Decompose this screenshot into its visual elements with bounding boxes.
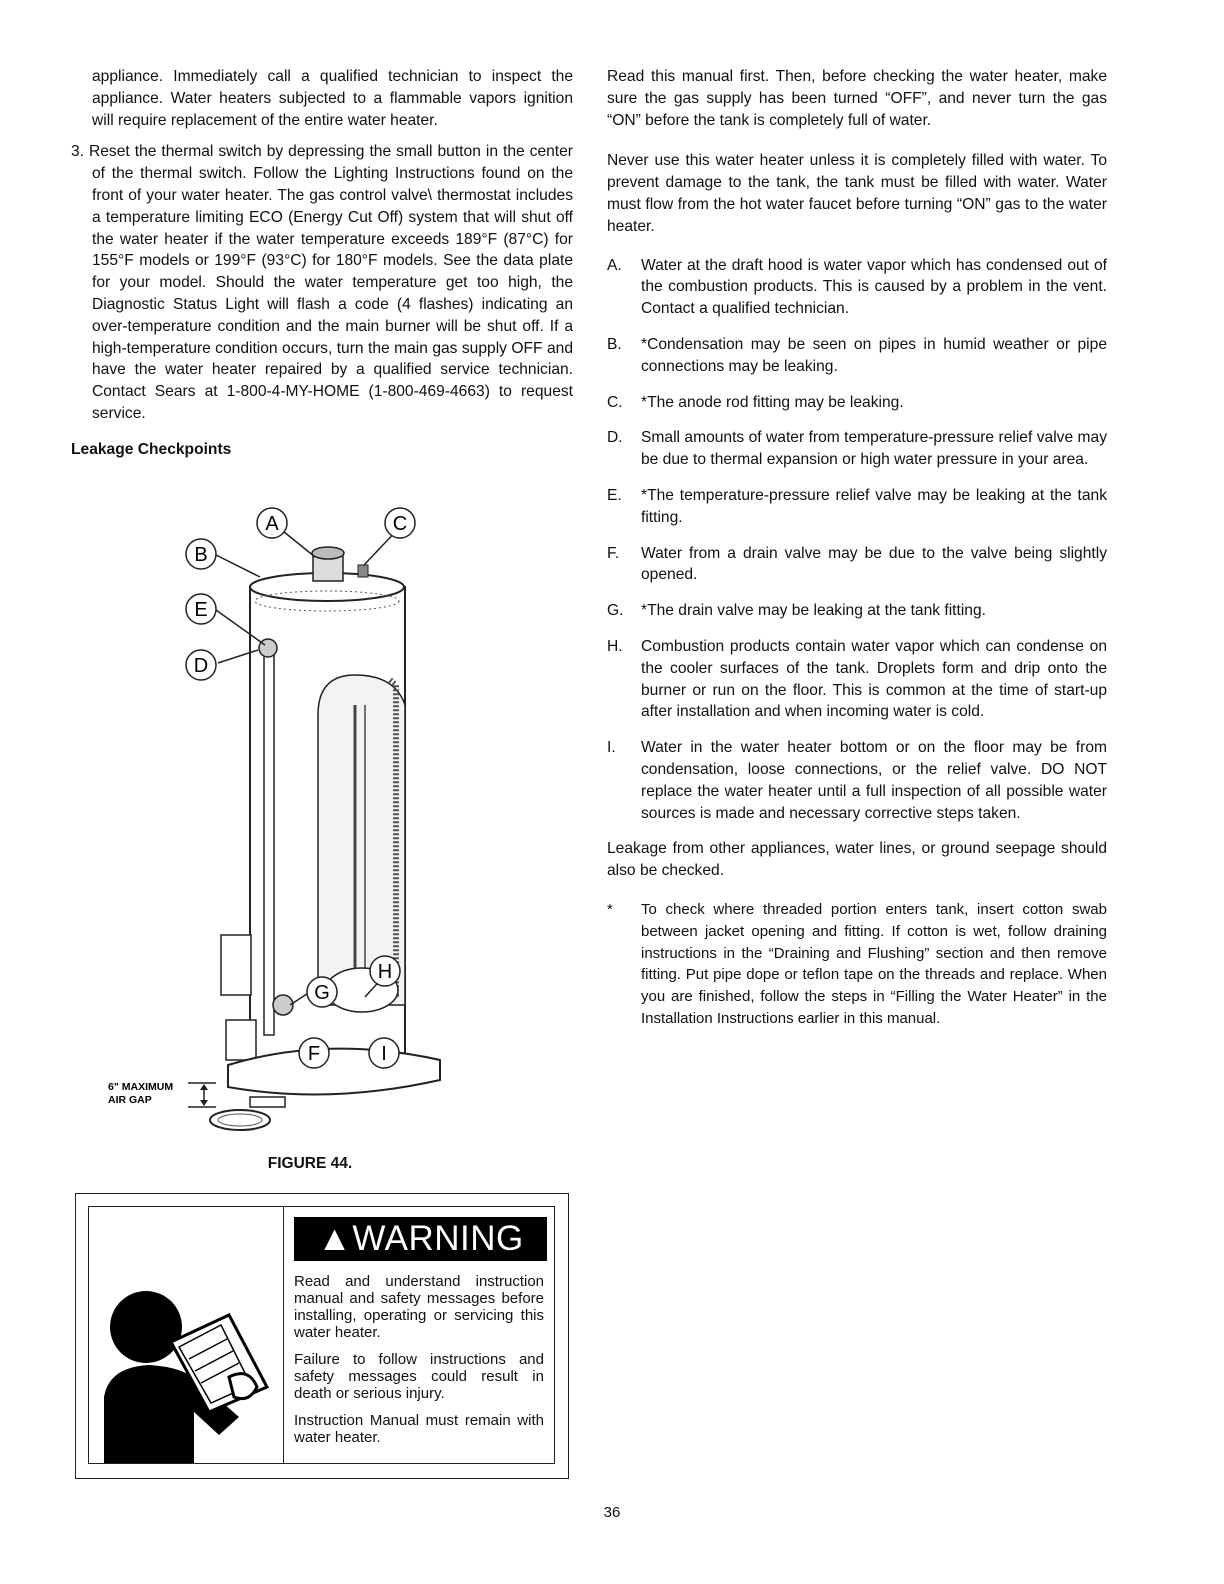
callout-a (257, 508, 287, 538)
warning-paragraph-3: Instruction Manual must remain with water heater. (294, 1412, 544, 1446)
callout-i (369, 1038, 399, 1068)
footnote-text: To check where threaded portion enters tank, insert cotton swab between jacket opening and fitting. If cotton is wet, follow draining instructions in the “Draining and Flushing” section and then remove fitting. Put pipe dope or teflon tape on the threads and replace. When you are finished, follow the steps in “Filling the Water Heater” in the Installation Instructions earlier in this manual. (641, 900, 1107, 1027)
warning-header (294, 1217, 547, 1261)
air-gap-label-2: AIR GAP (108, 1094, 152, 1106)
leak-item-letter: F. (607, 544, 620, 562)
leak-item (607, 334, 1107, 378)
right-column (607, 66, 1107, 1030)
leak-item (607, 543, 1107, 587)
callout-letter: A (265, 513, 279, 535)
footnote-mark: * (607, 900, 613, 918)
leak-item-text: *The drain valve may be leaking at the tank fitting. (641, 602, 986, 620)
warning-inner (88, 1206, 555, 1464)
leak-item-letter: I. (607, 739, 616, 757)
leak-item-text: *The anode rod fitting may be leaking. (641, 393, 904, 411)
callout-letter: G (314, 982, 330, 1004)
callout-letter: D (193, 655, 209, 677)
left-column (71, 66, 573, 461)
callout-d (186, 650, 216, 680)
callout-f (299, 1038, 329, 1068)
callout-g (307, 977, 337, 1007)
callout-letter: I (381, 1043, 387, 1065)
warning-title: WARNING (352, 1219, 524, 1258)
callout-b (186, 539, 216, 569)
leak-item (607, 427, 1107, 471)
leak-item-text: Small amounts of water from temperature-pressure relief valve may be due to thermal expansion or high water pressure in your area. (641, 429, 1107, 469)
callout-e (186, 594, 216, 624)
leak-item-text: Water from a drain valve may be due to the valve being slightly opened. (641, 544, 1107, 584)
callout-letter: H (377, 961, 393, 983)
callout-c (385, 508, 415, 538)
leak-item (607, 255, 1107, 320)
leak-item-letter: G. (607, 602, 624, 620)
callout-letter: B (194, 544, 208, 566)
callout-letter: C (392, 513, 408, 535)
warning-paragraph-2: Failure to follow instructions and safety messages could result in death or serious injury. (294, 1351, 544, 1402)
leak-item-text: Water at the draft hood is water vapor which has condensed out of the combustion products. This is caused by a problem in the vent. Contact a qualified technician. (641, 256, 1107, 318)
warning-paragraph-1: Read and understand instruction manual and safety messages before installing, operating or servicing this water heater. (294, 1273, 544, 1341)
leak-item (607, 636, 1107, 723)
leak-item-text: Water in the water heater bottom or on the floor may be from condensation, loose connections, or the relief valve. DO NOT replace the water heater until a full inspection of all possible water sources is made and necessary corrective steps taken. (641, 739, 1107, 822)
step-3-paragraph: 3. Reset the thermal switch by depressing the small button in the center of the thermal switch. Follow the Lighting Instructions found on the front of your water heater. The gas control valve\ thermostat includes a temperature limiting ECO (Energy Cut Off) system that will shut off the water heater if the water temperature exceeds 189°F (87°C) for 155°F models or 199°F (93°C) for 180°F models. See the data plate for your model. Should the water temperature get too high, the Diagnostic Status Light will flash a code (4 flashes) indicating an over-temperature condition and the main burner will be shut off. If a high-temperature condition occurs, turn the main gas supply OFF and have the water heater repaired by a qualified service technician. Contact Sears at 1-800-4-MY-HOME (1-800-469-4663) to request service. (71, 143, 573, 422)
warning-triangle-icon: ▲ (317, 1219, 353, 1258)
continued-paragraph: appliance. Immediately call a qualified technician to inspect the appliance. Water heaters subjected to a flammable vapors ignition will require replacement of the entire water heater. (92, 68, 573, 129)
intro-paragraph-1: Read this manual first. Then, before checking the water heater, make sure the gas supply has been turned “OFF”, and never turn the gas “ON” before the tank is completely full of water. (607, 68, 1107, 129)
leak-item-text: Combustion products contain water vapor which can condense on the cooler surfaces of the tank. Droplets form and drip onto the burner or run on the floor. This is common at the time of start-up after installation and when incoming water is cold. (641, 637, 1107, 721)
leak-item-letter: H. (607, 637, 623, 655)
figure-caption: FIGURE 44. (267, 1155, 353, 1172)
leak-item (607, 392, 1107, 414)
leak-item-letter: A. (607, 256, 622, 274)
leak-item-text: *The temperature-pressure relief valve may be leaking at the tank fitting. (641, 486, 1107, 526)
leakage-checkpoints-heading: Leakage Checkpoints (71, 440, 232, 458)
water-heater-figure (100, 505, 480, 1145)
leak-item-text: *Condensation may be seen on pipes in humid weather or pipe connections may be leaking. (641, 335, 1107, 375)
intro-paragraph-2: Never use this water heater unless it is completely filled with water. To prevent damage to the tank, the tank must be filled with water. Water must flow from the hot water faucet before turning “ON” gas to the water heater. (607, 152, 1107, 235)
leak-item (607, 485, 1107, 529)
leak-item (607, 737, 1107, 824)
leak-item-letter: D. (607, 429, 623, 447)
leak-item (607, 600, 1107, 622)
person-reading-manual-icon (89, 1207, 284, 1463)
leak-item-list (607, 255, 1107, 825)
callout-letter: F (307, 1043, 321, 1065)
leak-item-letter: C. (607, 393, 623, 411)
callout-h (370, 956, 400, 986)
other-sources-paragraph: Leakage from other appliances, water lines, or ground seepage should also be checked. (607, 840, 1107, 880)
leak-item-letter: E. (607, 486, 622, 504)
warning-box (75, 1193, 569, 1479)
warning-text (294, 1273, 544, 1456)
footnote (607, 899, 1107, 1030)
leak-item-letter: B. (607, 335, 622, 353)
callout-letter: E (194, 599, 208, 621)
air-gap-label-1: 6" MAXIMUM (108, 1081, 174, 1093)
page-number: 36 (603, 1504, 621, 1521)
